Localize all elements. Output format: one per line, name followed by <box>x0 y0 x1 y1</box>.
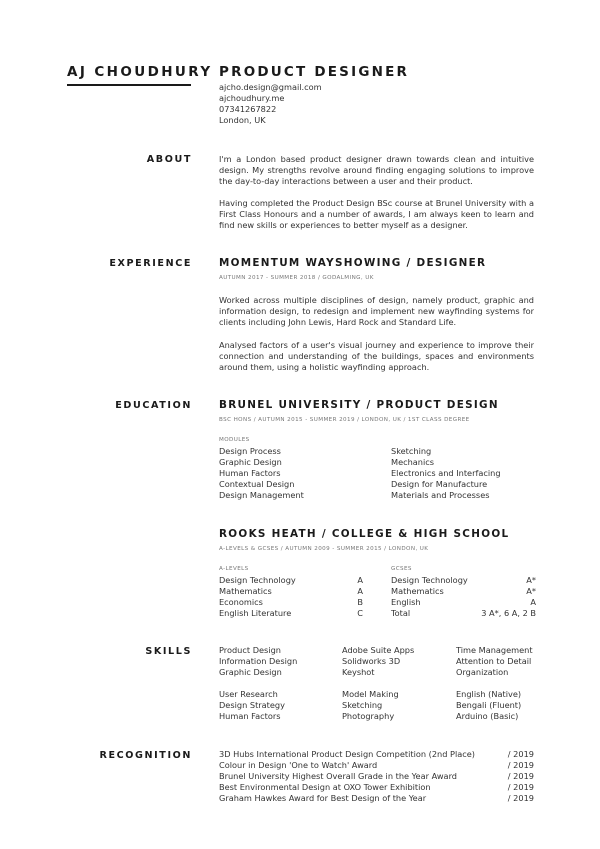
skills-group1-col3 <box>456 645 533 678</box>
skills-group1-col1 <box>219 645 297 678</box>
award-title: Graham Hawkes Award for Best Design of the Year <box>219 793 427 803</box>
alevels-label: A-LEVELS <box>219 566 249 572</box>
brunel-heading: BRUNEL UNIVERSITY / PRODUCT DESIGN <box>219 399 499 411</box>
grade-row <box>391 586 536 597</box>
grade: A <box>357 575 363 585</box>
grade: A* <box>526 575 536 585</box>
skill-item: Attention to Detail <box>456 656 532 666</box>
grade-row <box>391 608 536 619</box>
award-title: Best Environmental Design at OXO Tower Exhibition <box>219 782 431 792</box>
grade: A* <box>526 586 536 596</box>
skills-group1-col2 <box>342 645 414 678</box>
contact-info <box>219 82 322 126</box>
experience-paragraph-2: Analysed factors of a user's visual journey and experience to improve their connection and understanding of the buildings, spaces and environments around them, using a holistic wayfinding approach. <box>219 340 534 372</box>
skills-group2-col2 <box>342 689 399 722</box>
list-item: Design Process <box>219 446 281 456</box>
list-item: Contextual Design <box>219 479 295 489</box>
recognition-row <box>219 749 534 760</box>
skills-group2-col1 <box>219 689 285 722</box>
subject: Mathematics <box>219 586 272 596</box>
grade: A <box>357 586 363 596</box>
award-title: 3D Hubs International Product Design Competition (2nd Place) <box>219 749 476 759</box>
experience-paragraph-1: Worked across multiple disciplines of design, namely product, graphic and information design, to redesign and implement new wayfinding systems for clients including John Lewis, Hard Rock and Standard Life. <box>219 295 534 327</box>
skill-item: Organization <box>456 667 509 677</box>
list-item: Human Factors <box>219 468 281 478</box>
skill-item: Information Design <box>219 656 298 666</box>
grade-row <box>219 575 363 586</box>
about-paragraph-1: I'm a London based product designer drawn towards clean and intuitive design. My strengths revolve around finding engaging solutions to improve the day-to-day interactions between a user and their product. <box>219 154 534 186</box>
grade-row <box>219 586 363 597</box>
skill-item: Product Design <box>219 645 281 655</box>
subject: English Literature <box>219 608 292 618</box>
subject: Design Technology <box>219 575 296 585</box>
section-label-education: EDUCATION <box>115 400 192 411</box>
skill-item: Model Making <box>342 689 399 699</box>
subject: Design Technology <box>391 575 468 585</box>
award-year: / 2019 <box>507 793 534 803</box>
experience-subheading: AUTUMN 2017 - SUMMER 2018 / GODALMING, UK <box>219 275 374 281</box>
skill-item: English (Native) <box>456 689 522 699</box>
skill-item: Human Factors <box>219 711 281 721</box>
modules-column-1 <box>219 446 304 501</box>
award-year: / 2019 <box>507 749 534 759</box>
subject: Total <box>391 608 411 618</box>
list-item: Design Management <box>219 490 304 500</box>
skill-item: Bengali (Fluent) <box>456 700 522 710</box>
rooks-heading: ROOKS HEATH / COLLEGE & HIGH SCHOOL <box>219 528 510 540</box>
section-label-recognition: RECOGNITION <box>99 750 192 761</box>
skill-item: Graphic Design <box>219 667 282 677</box>
website[interactable]: ajchoudhury.me <box>219 93 285 103</box>
grade: 3 A*, 6 A, 2 B <box>481 608 536 618</box>
location: London, UK <box>219 115 266 125</box>
modules-column-2 <box>391 446 501 501</box>
grade-row <box>391 597 536 608</box>
grade: B <box>357 597 363 607</box>
skill-item: Sketching <box>342 700 383 710</box>
award-year: / 2019 <box>507 760 534 770</box>
grade-row <box>219 597 363 608</box>
list-item: Materials and Processes <box>391 490 490 500</box>
skill-item: Photography <box>342 711 395 721</box>
recognition-row <box>219 771 534 782</box>
modules-label: MODULES <box>219 437 250 443</box>
recognition-list <box>219 749 534 804</box>
name-underline <box>67 84 191 86</box>
email[interactable]: ajcho.design@gmail.com <box>219 82 322 92</box>
list-item: Electronics and Interfacing <box>391 468 501 478</box>
award-year: / 2019 <box>507 771 534 781</box>
grade: A <box>530 597 536 607</box>
subject: Economics <box>219 597 263 607</box>
rooks-subheading: A-LEVELS & GCSES / AUTUMN 2009 - SUMMER 2015 / LONDON, UK <box>219 546 429 552</box>
section-label-experience: EXPERIENCE <box>109 258 192 269</box>
skill-item: User Research <box>219 689 278 699</box>
gcses-label: GCSES <box>391 566 412 572</box>
section-label-about: ABOUT <box>146 154 192 165</box>
recognition-row <box>219 793 534 804</box>
list-item: Design for Manufacture <box>391 479 488 489</box>
grade: C <box>357 608 363 618</box>
award-year: / 2019 <box>507 782 534 792</box>
subject: English <box>391 597 421 607</box>
skills-group2-col3 <box>456 689 521 722</box>
section-label-skills: SKILLS <box>145 646 192 657</box>
list-item: Sketching <box>391 446 432 456</box>
award-title: Brunel University Highest Overall Grade in the Year Award <box>219 771 457 781</box>
name: AJ CHOUDHURY <box>67 64 213 80</box>
skill-item: Arduino (Basic) <box>456 711 519 721</box>
grade-row <box>391 575 536 586</box>
skill-item: Time Management <box>456 645 533 655</box>
subject: Mathematics <box>391 586 444 596</box>
job-title: PRODUCT DESIGNER <box>219 64 410 80</box>
grade-row <box>219 608 363 619</box>
skill-item: Adobe Suite Apps <box>342 645 415 655</box>
skill-item: Solidworks 3D <box>342 656 401 666</box>
brunel-subheading: BSC HONS / AUTUMN 2015 - SUMMER 2019 / LONDON, UK / 1ST CLASS DEGREE <box>219 417 470 423</box>
list-item: Mechanics <box>391 457 435 467</box>
skill-item: Design Strategy <box>219 700 285 710</box>
about-paragraph-2: Having completed the Product Design BSc course at Brunel University with a First Class Honours and a number of awards, I am always keen to learn and find new skills or experiences to better myself as a designer. <box>219 198 534 230</box>
alevels-list <box>219 575 363 619</box>
list-item: Graphic Design <box>219 457 282 467</box>
award-title: Colour in Design 'One to Watch' Award <box>219 760 378 770</box>
phone: 07341267822 <box>219 104 277 114</box>
gcses-list <box>391 575 536 619</box>
recognition-row <box>219 782 534 793</box>
skill-item: Keyshot <box>342 667 375 677</box>
recognition-row <box>219 760 534 771</box>
experience-heading: MOMENTUM WAYSHOWING / DESIGNER <box>219 257 487 269</box>
